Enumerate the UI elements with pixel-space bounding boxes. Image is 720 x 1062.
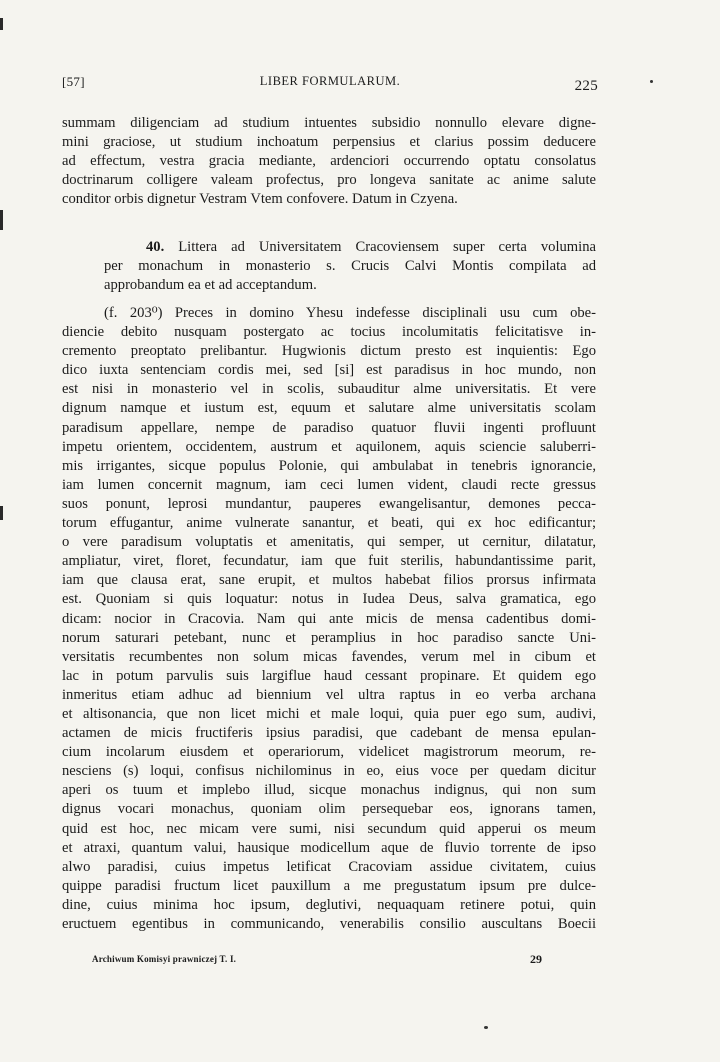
- text-line: iam lumen concernit magnum, iam ceci lumen vident, claudi recte gressus: [62, 476, 596, 493]
- heading-line: [62, 238, 596, 257]
- letter-heading: [62, 238, 596, 295]
- text-line: est nisi in monasterio vel in scolis, subauditur alme universitatis. Et vere: [62, 381, 596, 398]
- page-footer: [92, 952, 542, 972]
- text-line: (f. 203⁰) Preces in domino Yhesu indefesse disciplinali usu cum obe-: [104, 305, 596, 321]
- text-line: et atraxi, quantum valui, hausique modicellum aque de fluvio torrente de ipso: [62, 839, 596, 856]
- text-line: mis irrigantes, sicque populus Polonie, qui ambulabat in tenebris ignorancie,: [62, 457, 596, 474]
- header-section-number: [57]: [62, 74, 85, 89]
- text-line: dignum namque et iustum est, equum et salutare alme universitatis scolam: [62, 400, 596, 417]
- text-line: et altisonancia, que non licet michi et male loqui, quia puer ego sum, audivi,: [62, 705, 596, 722]
- text-line: alwo paradisi, cuius impetus letificat Cracoviam assidue civitatem, cuius: [62, 858, 596, 875]
- text-line: versitatis recumbentes non solum micas favendes, verum mel in cibum et: [62, 648, 596, 665]
- heading-text: Littera ad Universitatem Cracoviensem super certa volumina: [164, 239, 596, 255]
- ink-speck: [484, 1026, 488, 1029]
- running-header: [62, 72, 598, 96]
- text-line: aperi os tuum et implebo illud, sicque monachus indignus, qui non sum: [62, 782, 596, 799]
- text-line: dignus vocari monachus, quoniam olim persequebar eos, ignorans tamen,: [62, 801, 596, 818]
- text-line: diencie debito nusquam postergato ac tocius incolumitatis felicitatisve in-: [62, 324, 596, 341]
- text-line: paradisum appellare, nempe de paradiso quatuor fluvii ingenti profluunt: [62, 419, 596, 436]
- header-title: LIBER FORMULARUM.: [259, 74, 401, 88]
- text-line: torum effugantur, anime vulnerate sanantur, et beati, qui ex hoc edificantur;: [62, 515, 596, 532]
- letter-number: 40.: [146, 239, 165, 255]
- continued-letter-text: [62, 114, 596, 209]
- letter-body: [62, 304, 596, 934]
- text-line: impetu orientem, occidentem, austrum et aquilonem, aquis sciencie saluberri-: [62, 438, 596, 455]
- text-line: dicam: nocior in Cracovia. Nam qui ante micis de mensa cadentibus domi-: [62, 610, 596, 627]
- binding-edge-mark: [0, 506, 3, 520]
- text-line: inmeritus etiam adhuc ad biennium vel ultra raptus in eo verba archana: [62, 686, 596, 703]
- text-line: o vere paradisum voluptatis et amenitatis, qui semper, ut cernitur, dilatatur,: [62, 534, 596, 551]
- text-line: dico iuxta sentenciam cordis mei, sed [si] est paradisus in hoc mundo, non: [62, 362, 596, 379]
- text-line: mini graciose, ut studium inchoatum perpensius et clarius possim deducere: [62, 134, 596, 151]
- text-line: suos ponunt, leprosi mundantur, pauperes ewangelisantur, demones pecca-: [62, 495, 596, 512]
- text-line: quid est hoc, nec micam vere sumi, nisi secundum quid apperui os meum: [62, 820, 596, 837]
- text-line: eructuem egentibus in communicando, venerabilis consilio auscultans Boecii: [62, 916, 596, 932]
- text-line: norum saturari petebant, nunc et peramplius in hoc paradiso sancte Uni-: [62, 629, 596, 646]
- text-line: dine, cuius minima hoc ipsum, deglutivi, nequaquam retinere potui, quin: [62, 896, 596, 913]
- text-line: iam que clausa erat, sane erupit, et multos habebat filios prorsus infirmata: [62, 572, 596, 589]
- text-line: cium incolarum eiusdem et operariorum, videlicet magistrorum meorum, re-: [62, 744, 596, 761]
- signature-mark: 29: [530, 952, 542, 966]
- text-line: cremento preoptato prelibantur. Hugwionis dictum presto est inquientis: Ego: [62, 343, 596, 360]
- heading-line: approbandum ea et ad acceptandum.: [104, 277, 317, 294]
- text-line: est. Quoniam si quis loquatur: notus in Iudea Deus, salva gramatica, ego: [62, 591, 596, 608]
- text-line: nesciens (s) loqui, confisus nichilominus in eo, eius voce per quedam dicitur: [62, 763, 596, 780]
- text-line: lac in potum parvulis suis largiflue haud cessant propinare. Et quidem ego: [62, 667, 596, 684]
- text-line: ampliatur, viret, floret, fecundatur, iam que fuit sterilis, habundantissime parit,: [62, 553, 596, 570]
- text-line: doctrinarum colligere valeam profectus, pro longeva sanitate ac anime salute: [62, 172, 596, 189]
- text-line: ad effectum, vestra gracia mediante, ardenciori occurrendo optatu consolatus: [62, 153, 596, 170]
- text-line: actamen de micis fructiferis ipsius paradisi, que cadebant de mensa epulan-: [62, 725, 596, 742]
- footer-signature: Archiwum Komisyi prawniczej T. I.: [92, 954, 237, 964]
- ink-speck: [650, 80, 653, 83]
- text-line: summam diligenciam ad studium intuentes subsidio nonnullo elevare digne-: [62, 115, 596, 131]
- page-number: 225: [574, 78, 598, 94]
- binding-edge-mark: [0, 210, 3, 230]
- heading-line: per monachum in monasterio s. Crucis Calvi Montis compilata ad: [104, 258, 596, 275]
- text-line: conditor orbis dignetur Vestram Vtem confovere. Datum in Czyena.: [62, 191, 458, 208]
- text-line: quippe paradisi fructum licet pauxillum a me pregustatum ipsum pre dulce-: [62, 877, 596, 894]
- binding-edge-mark: [0, 18, 3, 30]
